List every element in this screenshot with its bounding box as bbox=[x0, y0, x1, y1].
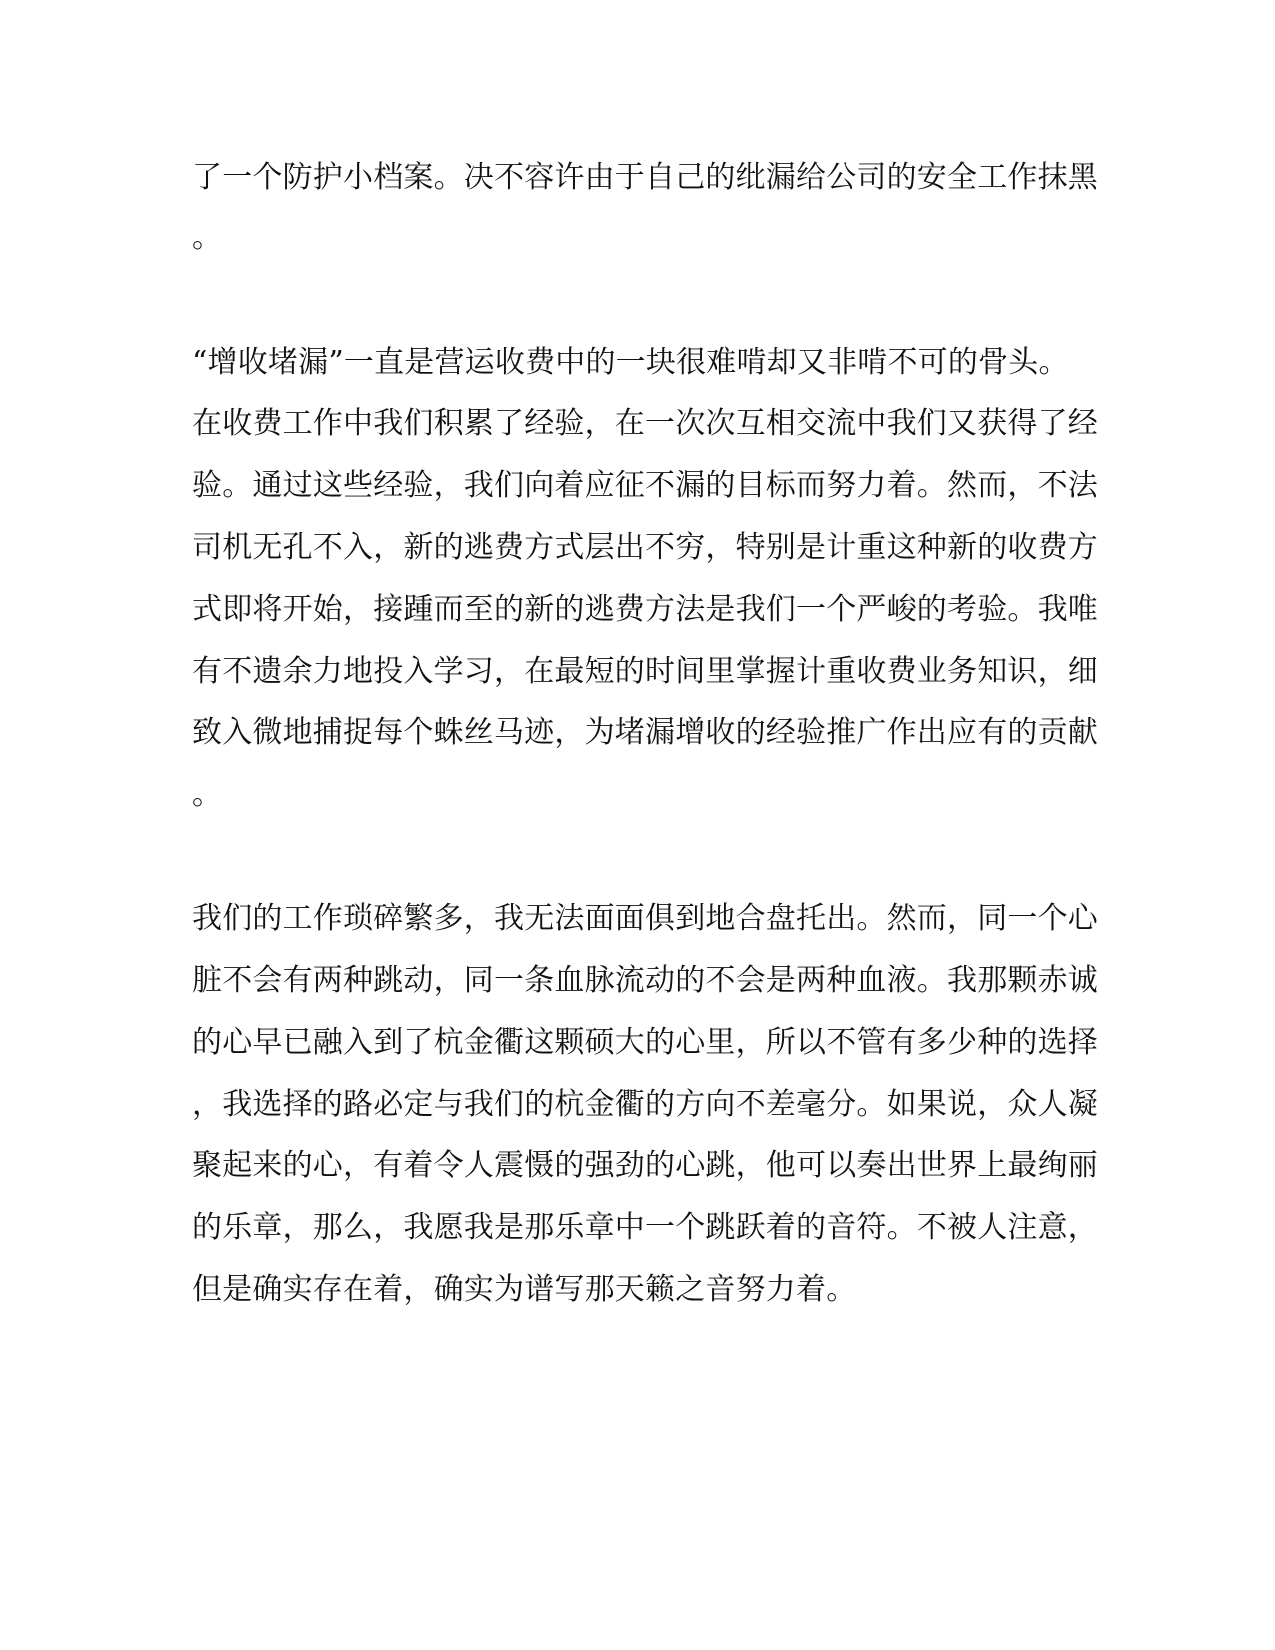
paragraph-3-line-6: 的乐章，那么，我愿我是那乐章中一个跳跃着的音符。不被人注意， bbox=[192, 1210, 1098, 1245]
paragraph-2-line-2: 在收费工作中我们积累了经验，在一次次互相交流中我们又获得了经 bbox=[192, 406, 1098, 441]
paragraph-2-line-6: 有不遗余力地投入学习，在最短的时间里掌握计重收费业务知识，细 bbox=[192, 654, 1098, 689]
paragraph-2-line-8: 。 bbox=[192, 777, 223, 812]
paragraph-2-line-7: 致入微地捕捉每个蛛丝马迹，为堵漏增收的经验推广作出应有的贡献 bbox=[192, 715, 1098, 750]
paragraph-1-line-2: 。 bbox=[192, 220, 223, 255]
paragraph-3-line-1: 我们的工作琐碎繁多，我无法面面俱到地合盘托出。然而，同一个心 bbox=[192, 901, 1098, 936]
paragraph-3-line-4: ，我选择的路必定与我们的杭金衢的方向不差毫分。如果说，众人凝 bbox=[192, 1087, 1098, 1122]
paragraph-2-line-1: “增收堵漏”一直是营运收费中的一块很难啃却又非啃不可的骨头。 bbox=[192, 345, 1069, 380]
paragraph-1-line-1: 了一个防护小档案。决不容许由于自己的纰漏给公司的安全工作抹黑 bbox=[192, 160, 1098, 195]
paragraph-3-line-3: 的心早已融入到了杭金衢这颗硕大的心里，所以不管有多少种的选择 bbox=[192, 1025, 1098, 1060]
paragraph-3-line-2: 脏不会有两种跳动，同一条血脉流动的不会是两种血液。我那颗赤诚 bbox=[192, 963, 1098, 998]
paragraph-2-line-5: 式即将开始，接踵而至的新的逃费方法是我们一个严峻的考验。我唯 bbox=[192, 592, 1098, 627]
paragraph-3-line-5: 聚起来的心，有着令人震慑的强劲的心跳，他可以奏出世界上最绚丽 bbox=[192, 1148, 1098, 1183]
paragraph-2-line-3: 验。通过这些经验，我们向着应征不漏的目标而努力着。然而，不法 bbox=[192, 468, 1098, 503]
paragraph-2-line-4: 司机无孔不入，新的逃费方式层出不穷，特别是计重这种新的收费方 bbox=[192, 530, 1098, 565]
paragraph-3-line-7: 但是确实存在着，确实为谱写那天籁之音努力着。 bbox=[192, 1272, 857, 1307]
